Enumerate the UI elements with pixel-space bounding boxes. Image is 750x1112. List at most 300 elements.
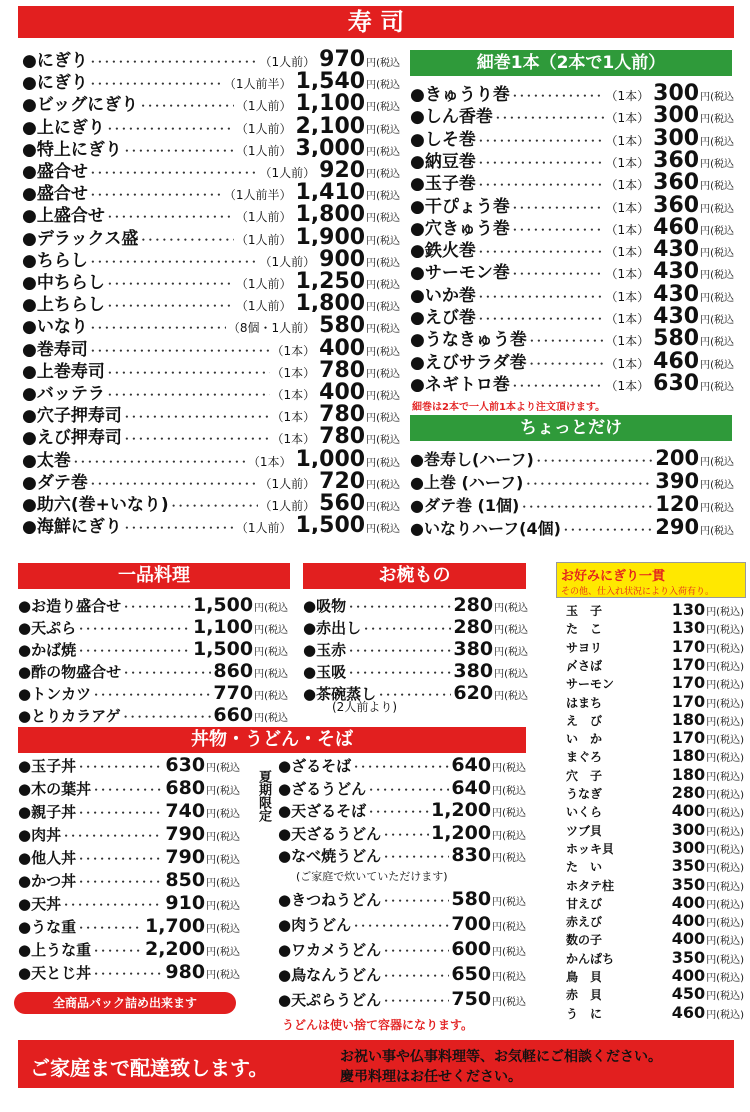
tax-label: 円(税込 xyxy=(254,713,288,724)
tax-label: 円(税込) xyxy=(706,826,744,838)
item-name: ●海鮮にぎり xyxy=(22,517,122,535)
leader-dots xyxy=(140,97,234,112)
item-price: 1,500 xyxy=(192,594,254,616)
tax-label: 円(税込 xyxy=(700,292,734,303)
tax-label: 円(税込 xyxy=(254,669,288,680)
sushi-item xyxy=(22,290,400,312)
leader-dots xyxy=(107,297,234,312)
item-price: 1,500 xyxy=(295,513,366,535)
leader-dots xyxy=(478,132,604,147)
item-name: ●玉赤 xyxy=(303,641,347,659)
item-name: ●上ちらし xyxy=(22,295,105,313)
leader-dots xyxy=(90,164,258,179)
item-price: 360 xyxy=(653,147,700,170)
item-price: 660 xyxy=(213,704,254,726)
item-name: 玉 子 xyxy=(566,604,603,618)
leader-dots xyxy=(478,176,604,191)
item-price: 780 xyxy=(319,402,366,424)
okonomi-item xyxy=(566,692,744,710)
ippin-item xyxy=(18,682,288,704)
donmono-item xyxy=(18,869,240,892)
item-price: 970 xyxy=(319,47,366,69)
leader-dots xyxy=(63,896,163,913)
leader-dots xyxy=(478,243,604,258)
leader-dots xyxy=(512,87,604,102)
okonomi-item xyxy=(566,673,744,691)
okonomi-item xyxy=(566,820,744,838)
item-price: 130 xyxy=(671,618,706,637)
item-name: た こ xyxy=(566,622,603,637)
hosomaki-item xyxy=(410,147,734,169)
hosomaki-item xyxy=(410,214,734,236)
tax-label: 円(税込 xyxy=(700,315,734,326)
leader-dots xyxy=(123,598,191,615)
item-price: 390 xyxy=(655,469,700,492)
tax-label: 円(税込 xyxy=(206,924,240,935)
item-qty: （8個・1人前） xyxy=(227,321,316,335)
item-price: 830 xyxy=(451,844,492,866)
donmono-item xyxy=(18,800,240,823)
summer-item xyxy=(278,844,526,867)
item-name: かんぱち xyxy=(566,951,615,966)
item-name: ●盛合せ xyxy=(22,184,88,202)
item-price: 1,410 xyxy=(295,180,366,202)
item-name: ●巻寿し(ハーフ) xyxy=(410,450,534,469)
item-name: ●かつ丼 xyxy=(18,872,77,890)
okonomi-item xyxy=(566,875,744,893)
item-qty: （1本） xyxy=(605,356,650,370)
okonomi-title: お好みにぎり一貫 xyxy=(561,569,666,584)
leader-dots xyxy=(78,804,163,821)
tax-label: 円(税込 xyxy=(254,691,288,702)
item-qty: （1人前） xyxy=(235,521,292,535)
item-price: 180 xyxy=(671,746,706,765)
tax-label: 円(税込 xyxy=(700,92,734,103)
item-price: 1,100 xyxy=(295,91,366,113)
sushi-item xyxy=(22,135,400,157)
sushi-item xyxy=(22,268,400,290)
hosomaki-item xyxy=(410,370,734,392)
item-qty: （1本） xyxy=(247,454,292,468)
tax-label: 円(税込 xyxy=(492,853,526,864)
item-price: 130 xyxy=(671,600,706,619)
item-name: い か xyxy=(566,732,603,747)
item-name: ●しん香巻 xyxy=(410,107,493,125)
donmono-item xyxy=(18,823,240,846)
leader-dots xyxy=(348,598,451,615)
tax-label: 円(税込) xyxy=(706,918,744,930)
item-price: 1,000 xyxy=(295,446,366,468)
tax-label: 円(税込 xyxy=(494,691,528,702)
item-price: 630 xyxy=(653,370,700,393)
udon-item xyxy=(278,938,526,963)
udon-item xyxy=(278,963,526,988)
tax-label: 円(税込 xyxy=(366,124,400,135)
item-name: ●天丼 xyxy=(18,895,62,913)
item-name: ●ざるうどん xyxy=(278,779,367,798)
item-price: 780 xyxy=(319,357,366,379)
leader-dots xyxy=(107,386,270,401)
sushi-item xyxy=(22,90,400,112)
tax-label: 円(税込 xyxy=(366,479,400,490)
item-name: ●うなきゅう巻 xyxy=(410,330,527,348)
tax-label: 円(税込 xyxy=(366,213,400,224)
item-qty: （1本） xyxy=(605,111,650,125)
sushi-item xyxy=(22,312,400,334)
item-price: 450 xyxy=(671,984,706,1003)
item-price: 1,800 xyxy=(295,291,366,313)
item-name: まぐろ xyxy=(566,750,603,765)
okonomi-item xyxy=(566,948,744,966)
item-name: うなぎ xyxy=(566,787,603,801)
item-qty: （1本） xyxy=(605,222,650,237)
leader-dots xyxy=(536,452,653,469)
item-name: ●巻寿司 xyxy=(22,339,88,357)
ippin-item xyxy=(18,704,288,726)
leader-dots xyxy=(512,265,604,280)
tax-label: 円(税込 xyxy=(366,146,400,157)
item-name: 数の子 xyxy=(566,933,603,948)
leader-dots xyxy=(123,708,212,725)
tax-label: 円(税込 xyxy=(206,878,240,889)
item-name: ●ダテ巻 (1個) xyxy=(410,496,520,515)
tax-label: 円(税込 xyxy=(366,80,400,91)
pack-note-badge xyxy=(14,992,236,1014)
sushi-item xyxy=(22,490,400,512)
item-price: 920 xyxy=(319,158,366,180)
item-price: 1,100 xyxy=(192,616,254,638)
leader-dots xyxy=(348,642,451,659)
leader-dots xyxy=(512,221,604,236)
tax-label: 円(税込 xyxy=(366,502,400,513)
donmono-title: 丼物・うどん・そば xyxy=(191,729,353,750)
tax-label: 円(税込) xyxy=(706,771,744,783)
leader-dots xyxy=(478,310,604,325)
item-qty: （1本） xyxy=(605,89,650,103)
leader-dots xyxy=(383,942,449,959)
item-price: 430 xyxy=(653,281,700,303)
sushi-item xyxy=(22,379,400,401)
leader-dots xyxy=(368,803,429,820)
item-price: 200 xyxy=(655,446,700,469)
tax-label: 円(税込 xyxy=(366,102,400,113)
item-price: 2,100 xyxy=(295,113,366,135)
item-name: ホタテ柱 xyxy=(566,878,615,893)
item-price: 400 xyxy=(671,801,706,820)
tax-label: 円(税込 xyxy=(492,947,526,958)
hosomaki-item xyxy=(410,348,734,370)
item-name: ●中ちらし xyxy=(22,273,105,291)
item-price: 400 xyxy=(671,911,706,930)
owan-sub: (2人前より) xyxy=(332,700,397,714)
item-price: 350 xyxy=(671,947,706,966)
udon-note: うどんは使い捨て容器になります。 xyxy=(282,1018,474,1032)
tax-label: 円(税込 xyxy=(254,603,288,614)
item-price: 650 xyxy=(451,963,492,985)
okonomi-item xyxy=(566,655,744,673)
item-name: ●上巻 (ハーフ) xyxy=(410,473,524,492)
leader-dots xyxy=(478,288,604,303)
item-price: 460 xyxy=(671,1002,706,1021)
item-price: 620 xyxy=(453,682,494,704)
item-price: 400 xyxy=(319,380,366,402)
footer-line2: 慶弔料理はお任せください。 xyxy=(340,1069,522,1085)
item-price: 170 xyxy=(671,691,706,710)
udon-item xyxy=(278,913,526,938)
tax-label: 円(税込 xyxy=(206,763,240,774)
item-name: ●玉吸 xyxy=(303,663,347,681)
leader-dots xyxy=(107,208,234,223)
item-price: 300 xyxy=(653,103,700,125)
tax-label: 円(税込) xyxy=(706,954,744,966)
tax-label: 円(税込) xyxy=(706,863,744,875)
item-name: ●バッテラ xyxy=(22,384,105,402)
item-price: 790 xyxy=(165,846,206,868)
item-qty: （1人前） xyxy=(235,121,292,135)
item-name: ●ワカメうどん xyxy=(278,941,382,959)
leader-dots xyxy=(63,827,163,844)
item-name: ●なべ焼うどん xyxy=(278,847,382,865)
sushi-item xyxy=(22,46,400,68)
leader-dots xyxy=(123,664,211,681)
item-price: 350 xyxy=(671,856,706,875)
tax-label: 円(税込 xyxy=(206,809,240,820)
tax-label: 円(税込 xyxy=(494,625,528,636)
leader-dots xyxy=(107,364,270,379)
item-qty: （1人前） xyxy=(235,299,292,313)
leader-dots xyxy=(90,342,270,357)
item-name: ●肉うどん xyxy=(278,916,352,934)
tax-label: 円(税込 xyxy=(494,603,528,614)
tax-label: 円(税込) xyxy=(706,735,744,747)
leader-dots xyxy=(78,642,191,659)
ippin-item xyxy=(18,660,288,682)
tax-label: 円(税込 xyxy=(700,203,734,214)
item-name: ●えびサラダ巻 xyxy=(410,352,527,370)
okonomi-item xyxy=(566,728,744,746)
ippin-item xyxy=(18,616,288,638)
hosomaki-item xyxy=(410,102,734,124)
item-name: ●上うな重 xyxy=(18,941,92,959)
sushi-item xyxy=(22,512,400,534)
leader-dots xyxy=(525,475,653,492)
item-price: 280 xyxy=(453,616,494,638)
leader-dots xyxy=(78,620,191,637)
tax-label: 円(税込) xyxy=(706,991,744,1003)
leader-dots xyxy=(90,475,258,490)
item-qty: （1本） xyxy=(605,155,650,170)
item-qty: （1人前） xyxy=(259,476,316,490)
tax-label: 円(税込 xyxy=(700,270,734,281)
item-price: 850 xyxy=(165,869,206,891)
item-qty: （1人前） xyxy=(235,99,292,113)
leader-dots xyxy=(124,519,234,534)
tax-label: 円(税込 xyxy=(366,524,400,535)
leader-dots xyxy=(512,199,604,214)
item-price: 630 xyxy=(165,754,206,776)
hosomaki-item xyxy=(410,325,734,347)
item-name: ●にぎり xyxy=(22,51,88,69)
item-price: 2,200 xyxy=(144,938,206,960)
chotto-item xyxy=(410,515,734,538)
item-price: 170 xyxy=(671,654,706,674)
leader-dots xyxy=(93,942,143,959)
owan-item xyxy=(303,638,528,660)
pack-note: 全商品パック詰め出来ます xyxy=(52,996,197,1010)
sushi-item xyxy=(22,224,400,246)
item-name: ●トンカツ xyxy=(18,685,92,703)
item-name: ●天ぷらうどん xyxy=(278,991,382,1009)
tax-label: 円(税込) xyxy=(706,625,744,637)
item-price: 600 xyxy=(451,938,492,960)
tax-label: 円(税込 xyxy=(366,391,400,402)
item-name: ●他人丼 xyxy=(18,849,77,867)
tax-label: 円(税込 xyxy=(700,381,734,393)
leader-dots xyxy=(529,355,604,370)
leader-dots xyxy=(90,53,258,68)
item-name: ●盛合せ xyxy=(22,162,88,180)
item-name: ●えび巻 xyxy=(410,308,476,326)
footer-line1: お祝い事や仏事料理等、お気軽にご相談ください。 xyxy=(340,1049,662,1065)
item-name: ●鉄火巻 xyxy=(410,241,476,259)
item-name: ●上巻寿司 xyxy=(22,361,105,379)
chotto-item xyxy=(410,492,734,515)
chotto-item xyxy=(410,446,734,469)
okonomi-item xyxy=(566,618,744,636)
item-qty: （1本） xyxy=(271,388,316,402)
tax-label: 円(税込) xyxy=(706,716,744,728)
sushi-item xyxy=(22,468,400,490)
sushi-title: 寿 司 xyxy=(347,8,405,36)
okonomi-sub: その他、仕入れ状況により入荷有り。 xyxy=(561,587,715,597)
item-qty: （1本） xyxy=(271,432,316,446)
item-qty: （1人前） xyxy=(235,277,292,291)
item-name: ●天ぷら xyxy=(18,619,77,637)
item-name: ●きつねうどん xyxy=(278,891,382,909)
donmono-item xyxy=(18,892,240,915)
item-price: 1,250 xyxy=(295,269,366,291)
tax-label: 円(税込) xyxy=(706,753,744,765)
item-qty: （1人前） xyxy=(235,232,292,246)
tax-label: 円(税込 xyxy=(700,181,734,192)
leader-dots xyxy=(90,75,222,90)
summer-sub: (ご家庭で炊いていただけます) xyxy=(296,870,448,883)
item-price: 170 xyxy=(671,673,706,692)
item-price: 380 xyxy=(453,638,494,660)
footer-delivery: ご家庭まで配達致します。 xyxy=(30,1056,269,1080)
tax-label: 円(税込) xyxy=(706,844,744,856)
summer-label: 夏期限定 xyxy=(256,770,271,822)
tax-label: 円(税込) xyxy=(706,643,744,655)
item-name: ●えび押寿司 xyxy=(22,428,122,446)
item-name: ●茶碗蒸し xyxy=(303,685,377,703)
item-price: 740 xyxy=(165,800,206,822)
item-name: ●ネギトロ巻 xyxy=(410,374,510,393)
hosomaki-item xyxy=(410,303,734,325)
item-price: 290 xyxy=(655,515,700,538)
item-name: ●いか巻 xyxy=(410,285,476,303)
item-qty: （1人前半） xyxy=(223,77,292,91)
sushi-item xyxy=(22,246,400,268)
leader-dots xyxy=(124,142,234,157)
item-price: 300 xyxy=(653,81,700,103)
owan-item xyxy=(303,594,528,616)
item-name: 甘えび xyxy=(566,896,603,911)
item-price: 640 xyxy=(451,776,492,799)
item-price: 1,800 xyxy=(295,202,366,224)
summer-item xyxy=(278,754,526,777)
leader-dots xyxy=(368,781,449,798)
item-name: ●穴きゅう巻 xyxy=(410,218,510,237)
leader-dots xyxy=(363,620,451,637)
item-name: ●ざるそば xyxy=(278,757,352,775)
item-name: ●上盛合せ xyxy=(22,206,105,224)
item-name: ●ちらし xyxy=(22,250,88,268)
sushi-item xyxy=(22,357,400,379)
owan-item xyxy=(303,616,528,638)
tax-label: 円(税込) xyxy=(706,698,744,710)
item-qty: （1人前半） xyxy=(223,188,292,202)
item-price: 460 xyxy=(653,214,700,237)
sushi-item xyxy=(22,423,400,445)
sushi-item xyxy=(22,68,400,90)
item-price: 400 xyxy=(671,929,706,948)
tax-label: 円(税込 xyxy=(492,997,526,1008)
item-name: ●鳥なんうどん xyxy=(278,966,382,984)
item-price: 170 xyxy=(671,636,706,655)
tax-label: 円(税込) xyxy=(706,1009,744,1021)
tax-label: 円(税込) xyxy=(706,790,744,801)
item-qty: （1本） xyxy=(605,245,650,259)
item-price: 1,200 xyxy=(430,821,492,844)
item-name: ●吸物 xyxy=(303,597,347,615)
donmono-item xyxy=(18,846,240,869)
item-price: 900 xyxy=(319,246,366,268)
tax-label: 円(税込 xyxy=(366,257,400,268)
item-price: 720 xyxy=(319,468,366,490)
donmono-banner xyxy=(18,727,526,753)
leader-dots xyxy=(107,275,234,290)
item-name: ●玉子丼 xyxy=(18,757,77,775)
tax-label: 円(税込 xyxy=(700,337,734,348)
item-price: 300 xyxy=(671,819,706,838)
tax-label: 円(税込 xyxy=(492,785,526,797)
summer-item xyxy=(278,777,526,800)
item-name: ●肉丼 xyxy=(18,826,62,844)
item-price: 170 xyxy=(671,728,706,747)
hosomaki-item xyxy=(410,169,734,191)
leader-dots xyxy=(171,497,258,512)
item-price: 3,000 xyxy=(295,135,366,157)
item-price: 580 xyxy=(451,888,492,910)
item-name: ●デラックス盛 xyxy=(22,228,139,246)
okonomi-item xyxy=(566,1003,744,1021)
sushi-item xyxy=(22,335,400,357)
item-name: ●かば焼 xyxy=(18,641,77,659)
leader-dots xyxy=(512,377,604,392)
item-name: 赤えび xyxy=(566,915,603,930)
owan-item xyxy=(303,660,528,682)
sushi-item xyxy=(22,157,400,179)
tax-label: 円(税込 xyxy=(366,302,400,313)
leader-dots xyxy=(124,408,270,423)
leader-dots xyxy=(93,686,211,703)
item-price: 1,500 xyxy=(192,638,254,660)
tax-label: 円(税込 xyxy=(206,970,240,981)
tax-label: 円(税込 xyxy=(494,669,528,680)
tax-label: 円(税込) xyxy=(706,661,744,673)
leader-dots xyxy=(73,453,246,468)
